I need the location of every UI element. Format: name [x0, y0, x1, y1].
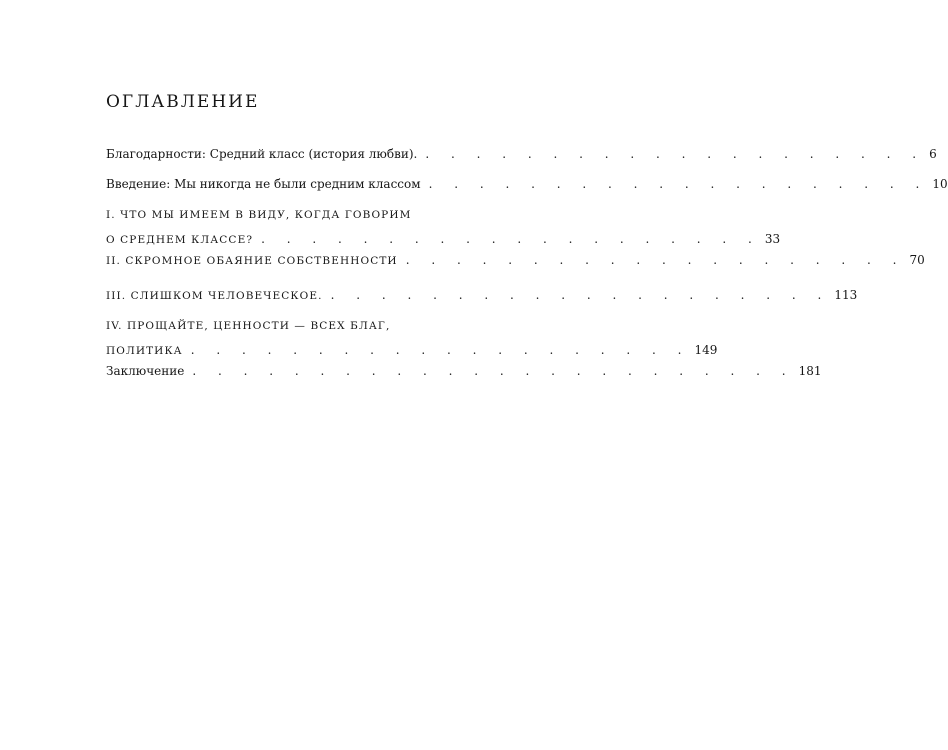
toc-entry-title: Заключение — [106, 364, 185, 378]
dot-leader: . . . . . . . . . . . . . . . . . . . . — [330, 288, 831, 302]
dot-leader: . . . . . . . . . . . . . . . . . . . . . . . . — [192, 364, 795, 378]
toc-entry-line — [106, 207, 476, 223]
dot-leader: . . . . . . . . . . . . . . . . . . . . — [425, 147, 926, 161]
toc-entry-title: III. СЛИШКОМ ЧЕЛОВЕЧЕСКОЕ. — [106, 290, 323, 302]
toc-entry-line — [106, 146, 937, 162]
toc-entry-title-continuation: ПОЛИТИКА — [106, 345, 183, 357]
toc-entry-line — [106, 318, 476, 334]
page-number: 70 — [909, 253, 925, 267]
toc-entry-chapter-4 — [106, 318, 718, 359]
toc-entry-conclusion — [106, 363, 822, 379]
toc-entry-line — [106, 252, 925, 269]
toc-entry-title: Благодарности: Средний класс (история любви). — [106, 147, 418, 161]
toc-entry-title: Введение: Мы никогда не были средним классом — [106, 177, 421, 191]
toc-entry-line — [106, 342, 718, 359]
dot-leader: . . . . . . . . . . . . . . . . . . . . — [405, 253, 906, 267]
page-number: 113 — [834, 288, 858, 302]
page-number: 10 — [932, 177, 948, 191]
toc-entry-introduction — [106, 176, 948, 192]
toc-entry-chapter-2 — [106, 252, 925, 269]
page-number: 149 — [694, 343, 718, 357]
toc-entry-line — [106, 363, 822, 379]
toc-entry-chapter-1 — [106, 207, 781, 248]
page-number: 181 — [798, 364, 822, 378]
page-number: 6 — [929, 147, 937, 161]
toc-heading: ОГЛАВЛЕНИЕ — [106, 92, 260, 112]
dot-leader: . . . . . . . . . . . . . . . . . . . . — [428, 177, 929, 191]
dot-leader: . . . . . . . . . . . . . . . . . . . . — [261, 232, 761, 246]
toc-entry-title: II. СКРОМНОЕ ОБАЯНИЕ СОБСТВЕННОСТИ — [106, 255, 398, 267]
dot-leader: . . . . . . . . . . . . . . . . . . . . — [190, 343, 691, 357]
toc-entry-acknowledgements — [106, 146, 937, 162]
toc-entry-line — [106, 231, 781, 248]
page-number: 33 — [764, 232, 781, 246]
toc-entry-title: IV. ПРОЩАЙТЕ, ЦЕННОСТИ — ВСЕХ БЛАГ, — [106, 320, 391, 332]
toc-entry-title: I. ЧТО МЫ ИМЕЕМ В ВИДУ, КОГДА ГОВОРИМ — [106, 209, 412, 221]
toc-entry-title-continuation: О СРЕДНЕМ КЛАССЕ? — [106, 234, 254, 246]
toc-entry-line — [106, 287, 858, 304]
toc-entry-line — [106, 176, 948, 192]
toc-entry-chapter-3 — [106, 287, 858, 304]
